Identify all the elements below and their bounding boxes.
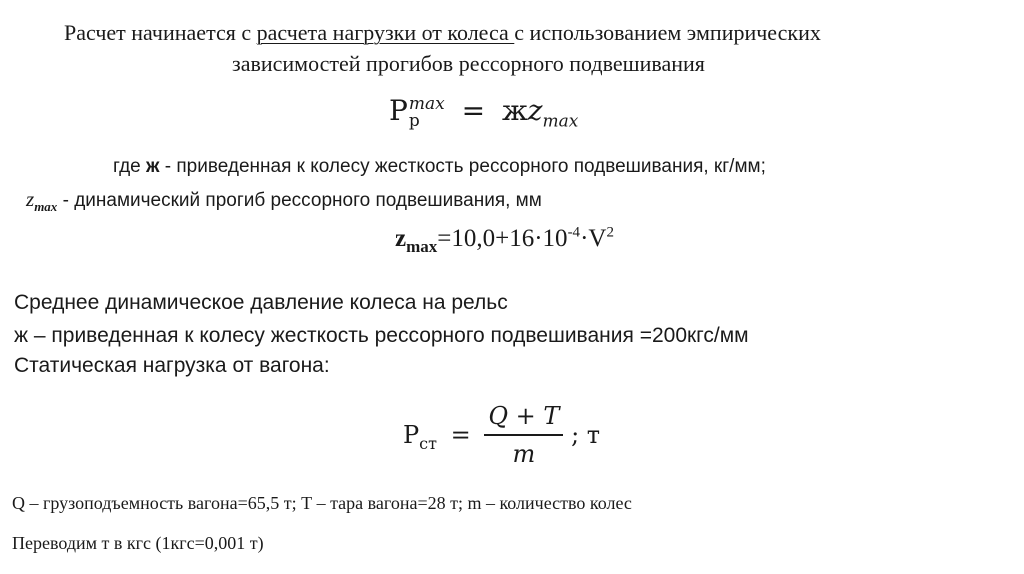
intro-text-before: Расчет начинается с: [64, 20, 257, 45]
body-line-1: Среднее динамическое давление колеса на рельс: [14, 291, 508, 314]
intro-underlined-phrase: расчета нагрузки от колеса: [256, 20, 515, 45]
intro-line-2: зависимостей прогибов рессорного подвешивания: [232, 51, 705, 76]
static-load-fraction: [484, 404, 563, 466]
formula-static-load: $P_{ст}$ = $\frac{Q + T}{m}$ ; т: [403, 402, 601, 468]
stiffness-symbol: ж: [146, 156, 160, 177]
deflection-symbol: $z_{max}$: [26, 187, 58, 215]
fraction-denominator: m: [512, 440, 536, 468]
body-line-3: Статическая нагрузка от вагона:: [14, 354, 330, 377]
fraction-bar: [484, 434, 563, 436]
intro-text-after: с использованием эмпирических: [514, 20, 821, 45]
formula1-equals: =: [461, 94, 486, 127]
note-unit-conversion: Переводим т в кгс (1кгс=0,001 т): [12, 533, 264, 553]
intro-line-1: [64, 20, 821, 46]
definition-stiffness: где ж - приведенная к колесу жесткость рессорного подвешивания, кг/мм;: [113, 156, 766, 177]
formula1-lhs: P max р: [389, 93, 445, 131]
body-line-2: ж – приведенная к колесу жесткость рессорного подвешивания =200кгс/мм: [14, 324, 749, 347]
formula1-rhs: $жz_{max}$: [501, 94, 579, 132]
note-variables: Q – грузоподъемность вагона=65,5 т; Т – тара вагона=28 т; m – количество колес: [12, 493, 632, 513]
fraction-numerator: Q + T: [488, 402, 560, 430]
definition-dynamic-deflection: $z_{max}$ - динамический прогиб рессорного подвешивания, мм: [26, 187, 542, 215]
formula-load-from-wheel: [389, 94, 578, 130]
formula3-unit: ; т: [571, 421, 601, 449]
formula-deflection: $z_{max}=10,0+16\cdot 10^{-4}\cdot V^2$: [395, 224, 614, 256]
